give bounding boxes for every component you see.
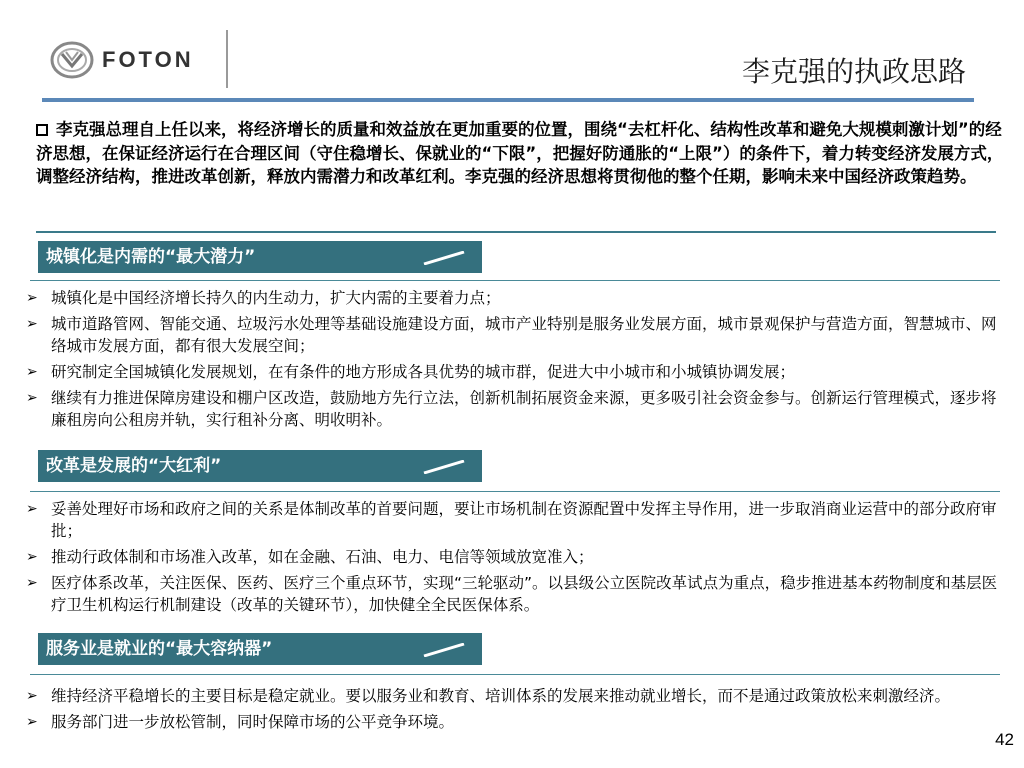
list-item: ➢ 继续有力推进保障房建设和棚户区改造，鼓励地方先行立法，创新机制拓展资金来源，更多吸引社会资金参与。创新运行管理模式，逐步将廉租房向公租房并轨，实行租补分离、明收明补。 [26,389,997,429]
section-header-reform [38,450,482,482]
arrow-bullet-icon: ➢ [26,316,38,332]
logo-text: FOTON [102,47,194,72]
foton-logo-icon [50,40,94,80]
section-rule [30,674,1000,675]
arrow-bullet-icon: ➢ [26,390,38,406]
section-header-services [38,633,482,665]
section-rule [30,491,1000,492]
bullet-list-services [24,685,1010,737]
arrow-bullet-icon: ➢ [26,501,38,517]
square-box-icon [36,124,48,136]
list-item: ➢ 城市道路管网、智能交通、垃圾污水处理等基础设施建设方面，城市产业特别是服务业发展方面，城市景观保护与营造方面，智慧城市、网络城市发展方面，都有很大发展空间； [26,315,997,355]
section-title: 改革是发展的“大红利” [46,456,222,476]
section-header-urbanization [38,241,482,273]
logo-divider [226,30,228,88]
list-item: ➢ 推动行政体制和市场准入改革，如在金融、石油、电力、电信等领域放宽准入； [26,548,594,566]
list-item: ➢ 维持经济平稳增长的主要目标是稳定就业。要以服务业和教育、培训体系的发展来推动就业增长，而不是通过政策放松来刺激经济。 [26,687,951,705]
list-item: ➢ 研究制定全国城镇化发展规划，在有条件的地方形成各具优势的城市群，促进大中小城市和小城镇协调发展； [26,363,796,381]
list-item: ➢ 城镇化是中国经济增长持久的内生动力，扩大内需的主要着力点； [26,289,501,307]
slash-decoration-icon [422,460,466,474]
bullet-list-reform [24,498,1010,620]
list-item: ➢ 医疗体系改革，关注医保、医药、医疗三个重点环节，实现“三轮驱动”。以县级公立医院改革试点为重点，稳步推进基本药物制度和基层医疗卫生机构运行机制建设（改革的关键环节），加快健全全民医保体系。 [26,574,998,614]
arrow-bullet-icon: ➢ [26,575,38,591]
arrow-bullet-icon: ➢ [26,714,38,730]
arrow-bullet-icon: ➢ [26,688,38,704]
section-title: 服务业是就业的“最大容纳器” [46,639,273,659]
header-bar [42,98,974,102]
arrow-bullet-icon: ➢ [26,549,38,565]
bullet-list-urbanization [24,287,1010,435]
intro-text: 李克强总理自上任以来，将经济增长的质量和效益放在更加重要的位置，围绕“去杠杆化、结构性改革和避免大规模刺激计划”的经济思想，在保证经济运行在合理区间（守住稳增长、保就业的“下限”，把握好防通胀的“上限”）的条件下，着力转变经济发展方式，调整经济结构，推进改革创新，释放内需潜力和改革红利。李克强的经济思想将贯彻他的整个任期，影响未来中国经济政策趋势。 [36,120,1004,186]
page-number: 42 [995,730,1014,749]
list-item: ➢ 服务部门进一步放松管制，同时保障市场的公平竞争环境。 [26,713,455,731]
slash-decoration-icon [422,251,466,265]
company-logo [50,36,194,84]
slash-decoration-icon [422,643,466,657]
slide-title: 李克强的执政思路 [741,55,966,88]
intro-divider [36,231,996,233]
section-rule [30,280,1000,281]
arrow-bullet-icon: ➢ [26,364,38,380]
intro-paragraph [36,118,1006,189]
arrow-bullet-icon: ➢ [26,290,38,306]
list-item: ➢ 妥善处理好市场和政府之间的关系是体制改革的首要问题，要让市场机制在资源配置中发挥主导作用，进一步取消商业运营中的部分政府审批； [26,500,997,540]
section-title: 城镇化是内需的“最大潜力” [46,247,256,267]
